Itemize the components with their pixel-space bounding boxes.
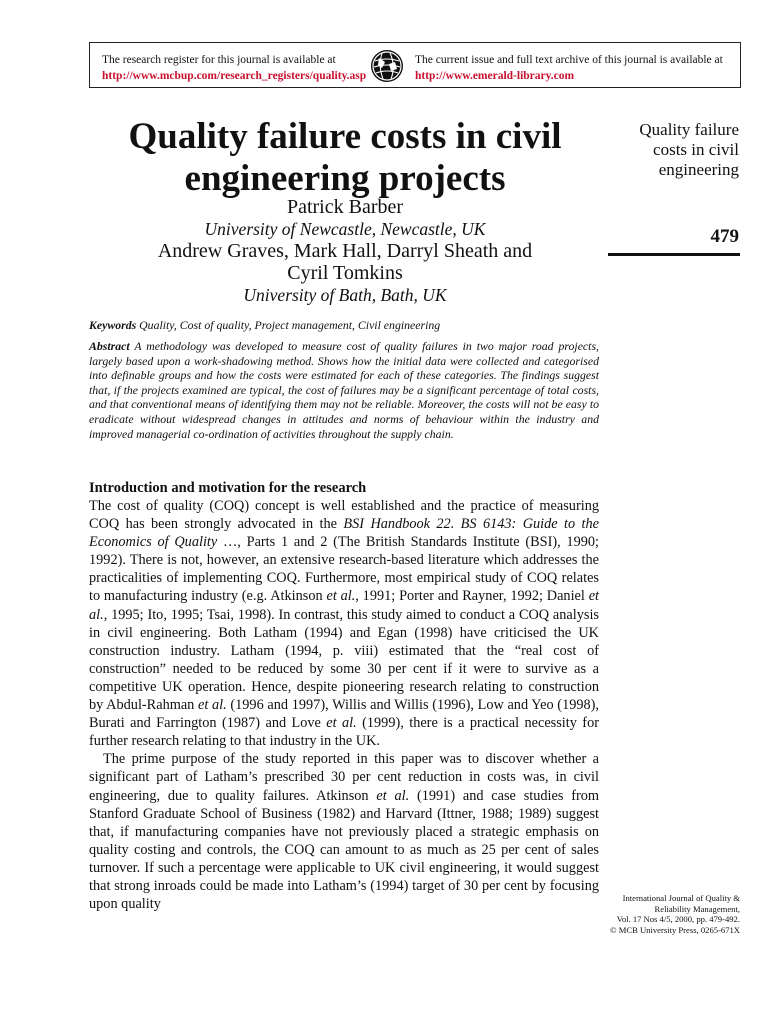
keywords-label: Keywords (89, 318, 137, 332)
running-title (610, 120, 739, 180)
citation-line: Reliability Management, (654, 903, 740, 914)
section-heading: Introduction and motivation for the research (89, 480, 367, 496)
author-block (90, 196, 600, 306)
body-paragraph: The cost of quality (COQ) concept is well established and the practice of measuring COQ has been strongly advocated in the BSI Handbook 22. BS 6143: Guide to the Economics of Quality …, Parts 1 and 2 (The British Standards Institute (BSI), 1990; 1992). There is not, however, an extensive research-based literature which addresses the practicalities of implementing COQ. Furthermore, most empirical study of COQ relates to manufacturing industry (e.g. Atkinson et al., 1991; Porter and Rayner, 1992; Daniel et al., 1995; Ito, 1995; Tsai, 1998). In contrast, this study aimed to conduct a COQ analysis in civil engineering. Both Latham (1994) and Egan (1998) have criticised the UK construction industry. Latham (1994, p. viii) estimated that the “real cost of construction” needed to be reduced by some 30 per cent if it were to survive as a competitive UK operation. Hence, despite pioneering research relating to construction by Abdul-Rahman et al. (1996 and 1997), Willis and Willis (1996), Low and Yeo (1998), Burati and Farrington (1987) and Love et al. (1999), there is a practical necessity for further research relating to that industry in the UK. (89, 498, 600, 750)
page-number-rule (608, 253, 740, 256)
research-register-notice (102, 52, 366, 84)
research-register-text: The research register for this journal is available at (102, 54, 336, 66)
article-title-line1: Quality failure costs in civil (128, 116, 562, 157)
copyright-line: © MCB University Press, 0265-671X (610, 924, 740, 935)
keywords (89, 317, 599, 333)
research-register-link[interactable]: http://www.mcbup.com/research_registers/quality.asp (102, 70, 367, 82)
full-text-archive-link[interactable]: http://www.emerald-library.com (415, 70, 575, 82)
author-name: Cyril Tomkins (287, 262, 403, 284)
globe-icon (370, 49, 404, 83)
citation-line: Vol. 17 Nos 4/5, 2000, pp. 479-492. (616, 914, 740, 924)
abstract-text: A methodology was developed to measure cost of quality failures in two major road projects, largely based upon a work-shadowing method. Shows how the initial data were collected and categorised into definable groups and how the costs were estimated for each of these categories. The findings suggest that, if the projects examined are typical, the cost of failures may be a significant percentage of total costs, and that conventional means of identifying them may not be reliable. Moreover, the costs will not be easy to eradicate without widespread changes in attitudes and norms of behaviour within the industry and improved managerial co-ordination of activities throughout the supply chain. (89, 339, 599, 441)
keywords-text: Quality, Cost of quality, Project management, Civil engineering (139, 318, 441, 332)
running-title-line: engineering (658, 160, 739, 179)
journal-citation (603, 893, 740, 935)
abstract (89, 339, 599, 441)
running-title-line: Quality failure (639, 120, 739, 139)
abstract-label: Abstract (89, 339, 130, 353)
author-affiliation: University of Newcastle, Newcastle, UK (204, 219, 486, 239)
author-name: Patrick Barber (286, 196, 404, 218)
article-title-line2: engineering projects (184, 158, 506, 199)
full-text-archive-notice (415, 52, 723, 84)
article-title (90, 116, 600, 200)
body-text (89, 497, 599, 913)
page-number: 479 (710, 226, 739, 247)
citation-line: International Journal of Quality & (622, 893, 740, 903)
author-affiliation: University of Bath, Bath, UK (243, 285, 447, 305)
body-paragraph: The prime purpose of the study reported in this paper was to discover whether a significant part of Latham’s prescribed 30 per cent reduction in costs was, in civil engineering, due to quality failures. Atkinson et al. (1991) and case studies from Stanford Graduate School of Business (1982) and Harvard (Ittner, 1988; 1989) suggest that, if manufacturing companies have not previously placed a strategic emphasis on quality costing and controls, the COQ can amount to as much as 25 per cent of sales turnover. If such a percentage were applicable to UK civil engineering, it would suggest that strong inroads could be made into Latham’s (1994) target of 30 per cent by focusing upon quality (89, 751, 599, 913)
journal-header-box (89, 42, 741, 88)
running-title-line: costs in civil (653, 140, 739, 159)
author-name: Andrew Graves, Mark Hall, Darryl Sheath and (157, 240, 533, 262)
full-text-archive-text: The current issue and full text archive of this journal is available at (415, 54, 723, 66)
